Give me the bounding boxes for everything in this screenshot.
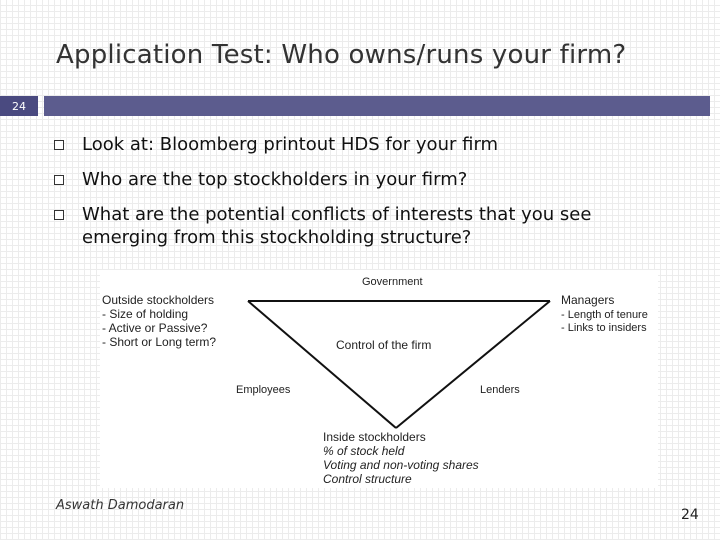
slide-number-badge: 24 [0, 96, 38, 116]
inside-stockholders-heading: Inside stockholders [323, 430, 426, 444]
label-government: Government [362, 276, 423, 288]
bullet-text: Look at: Bloomberg printout HDS for your firm [82, 134, 499, 155]
bullet-item [54, 203, 674, 249]
outside-item: - Short or Long term? [102, 335, 217, 349]
inside-item: % of stock held [323, 444, 405, 458]
managers-item: - Links to insiders [561, 322, 647, 334]
bullet-item [54, 133, 674, 156]
square-bullet-icon [54, 175, 64, 185]
bullet-text: What are the potential conflicts of interests that you see emerging from this stockholding structure? [82, 204, 592, 248]
page-number: 24 [681, 507, 699, 523]
managers-item: - Length of tenure [561, 309, 648, 321]
label-lenders: Lenders [480, 384, 520, 396]
ownership-diagram [100, 270, 658, 488]
title-underline-bar [44, 96, 710, 116]
bullet-text: Who are the top stockholders in your firm? [82, 169, 468, 190]
inside-item: Voting and non-voting shares [323, 458, 479, 472]
footer-author: Aswath Damodaran [56, 498, 185, 513]
label-control-center: Control of the firm [336, 338, 432, 352]
outside-item: - Size of holding [102, 307, 189, 321]
bullet-list [54, 133, 674, 261]
diagram-svg [100, 270, 658, 488]
slide-title: Application Test: Who owns/runs your firm? [56, 40, 627, 70]
inside-item: Control structure [323, 472, 412, 486]
square-bullet-icon [54, 210, 64, 220]
managers-heading: Managers [561, 293, 615, 307]
label-employees: Employees [236, 384, 291, 396]
outside-item: - Active or Passive? [102, 321, 208, 335]
triangle-right-edge [396, 301, 550, 428]
bullet-item [54, 168, 674, 191]
outside-stockholders-heading: Outside stockholders [102, 293, 215, 307]
triangle-left-edge [248, 301, 396, 428]
square-bullet-icon [54, 140, 64, 150]
